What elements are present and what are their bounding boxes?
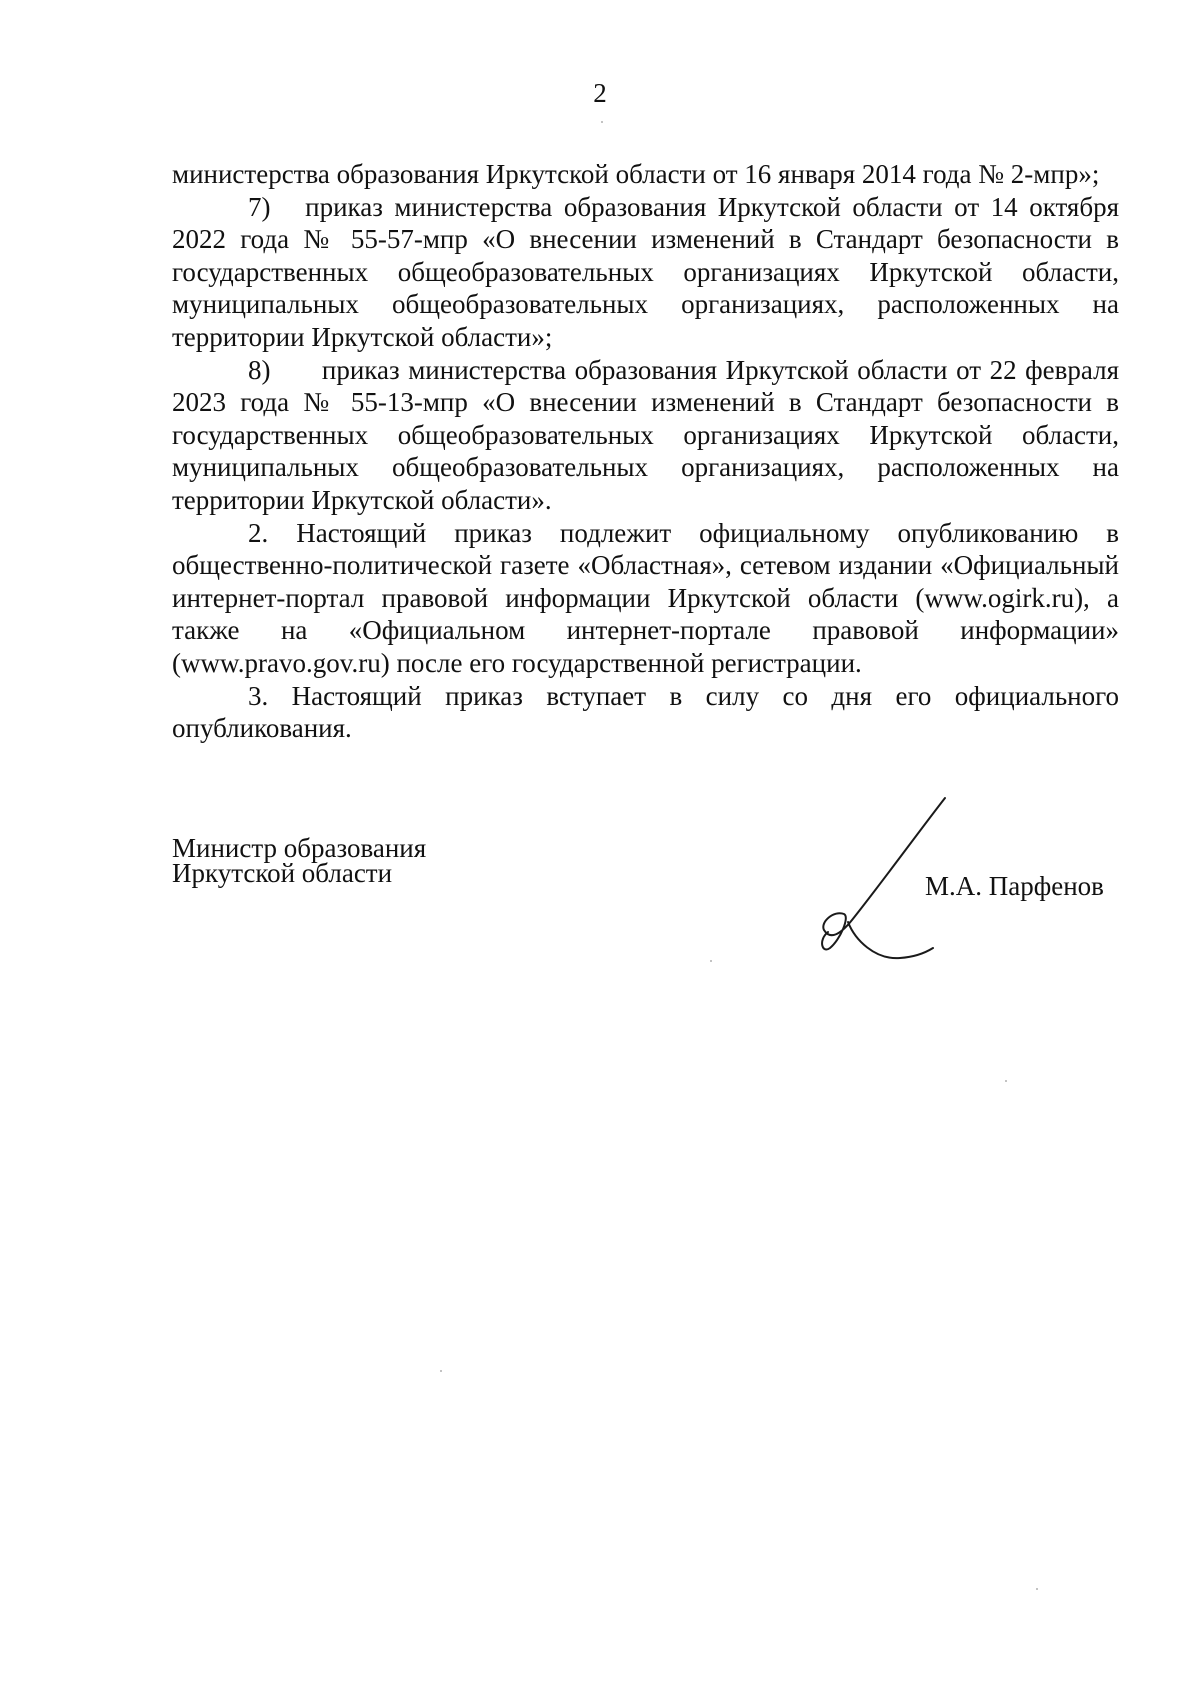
signer-name: М.А. Парфенов bbox=[925, 871, 1104, 901]
paragraph-item-8: 8) приказ министерства образования Иркутской области от 22 февраля 2023 года № 55-13-мпр «О внесении изменений в Стандарт безопасности в государственных общеобразовательных организациях Иркутской области, муниципальных общеобразовательных организациях, расположенных на территории Иркутской области». bbox=[172, 354, 1119, 515]
scan-speck bbox=[440, 1370, 442, 1372]
scan-speck bbox=[1005, 1080, 1007, 1082]
document-body bbox=[172, 158, 1119, 745]
paragraph-clause-3: 3. Настоящий приказ вступает в силу со дня его официального опубликования. bbox=[172, 680, 1119, 744]
scan-speck bbox=[1036, 1588, 1038, 1590]
signatory-position-line-2: Иркутской области bbox=[172, 858, 393, 888]
page-number: 2 bbox=[593, 78, 607, 108]
paragraph-clause-2: 2. Настоящий приказ подлежит официальному опубликованию в общественно-политической газете «Областная», сетевом издании «Официальный интернет-портал правовой информации Иркутской области (www.ogirk.ru), а также на «Официальном интернет-портале правовой информации» (www.pravo.gov.ru) после его государственной регистрации. bbox=[172, 517, 1119, 678]
paragraph-continuation: министерства образования Иркутской области от 16 января 2014 года № 2-мпр»; bbox=[172, 159, 1100, 189]
paragraph-item-7: 7) приказ министерства образования Иркутской области от 14 октября 2022 года № 55-57-мпр «О внесении изменений в Стандарт безопасности в государственных общеобразовательных организациях Иркутской области, муниципальных общеобразовательных организациях, расположенных на территории Иркутской области»; bbox=[172, 191, 1119, 352]
signatory-position-line-1: Министр образования bbox=[172, 833, 427, 863]
signatory-position bbox=[172, 833, 427, 888]
scan-speck bbox=[601, 121, 603, 123]
scan-speck bbox=[710, 960, 712, 962]
